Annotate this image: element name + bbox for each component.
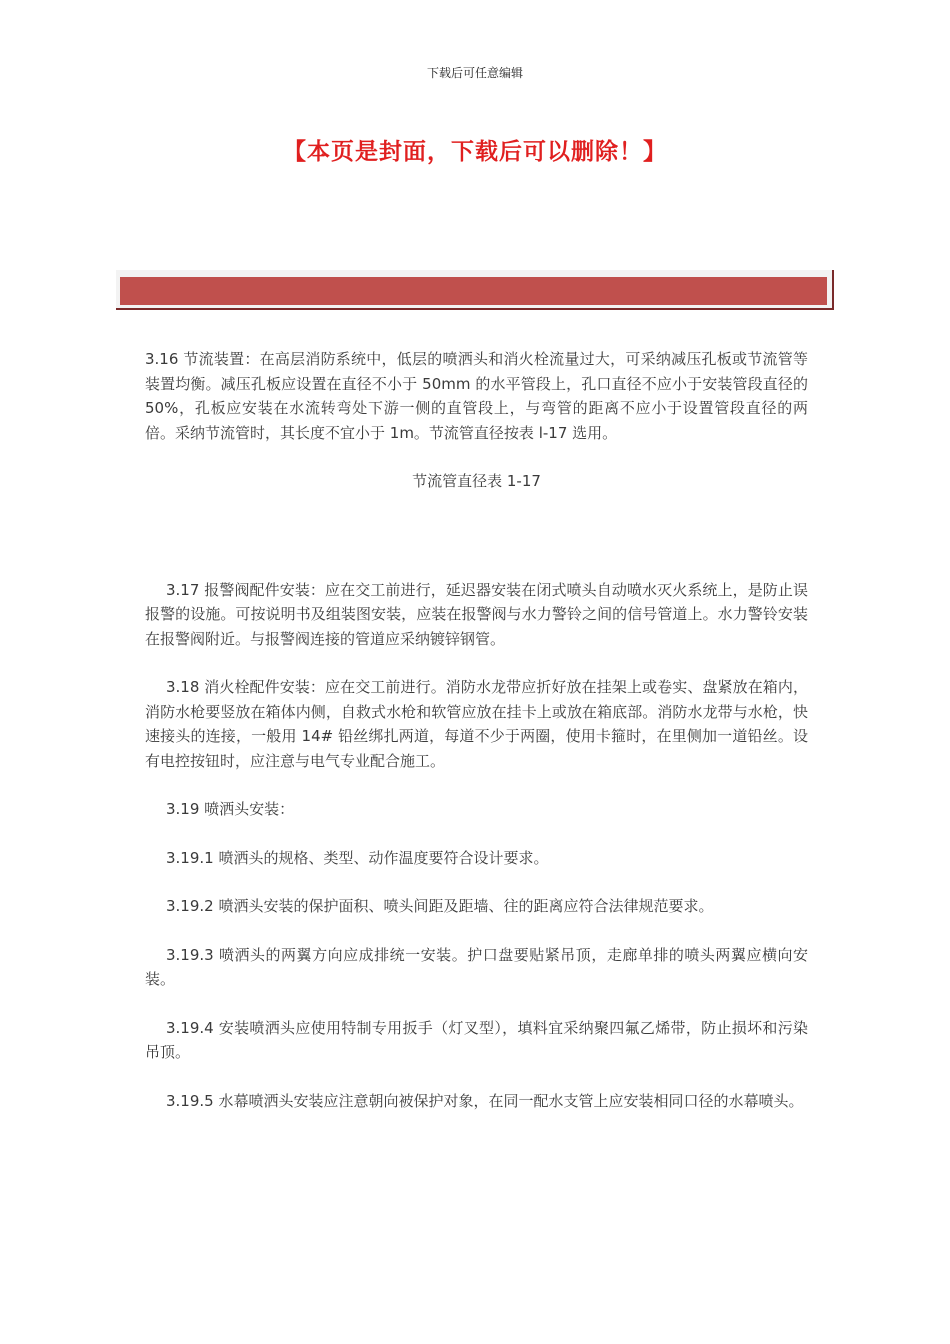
paragraph-3-19-3: 3.19.3 喷洒头的两翼方向应成排统一安装。护口盘要贴紧吊顶，走廊单排的喷头两翼应横向安装。	[145, 945, 808, 988]
paragraph-3-18: 3.18 消火栓配件安装：应在交工前进行。消防水龙带应折好放在挂架上或卷实、盘紧放在箱内，消防水枪要竖放在箱体内侧，自救式水枪和软管应放在挂卡上或放在箱底部。消防水龙带与水枪，快速接头的连接，一般用 14# 铅丝绑扎两道，每道不少于两圈，使用卡箍时，在里侧加一道铅丝。设有电控按钮时，应注意与电气专业配合施工。	[145, 678, 808, 770]
paragraph-3-17: 3.17 报警阀配件安装：应在交工前进行，延迟器安装在闭式喷头自动喷水灭火系统上，是防止误报警的设施。可按说明书及组装图安装，应装在报警阀与水力警铃之间的信号管道上。水力警铃安装在报警阀附近。与报警阀连接的管道应采纳镀锌钢管。	[145, 580, 808, 648]
decorative-banner	[116, 270, 834, 310]
header-note: 下载后可任意编辑	[426, 66, 523, 80]
paragraph-3-19-1: 3.19.1 喷洒头的规格、类型、动作温度要符合设计要求。	[166, 848, 549, 867]
banner-bar	[120, 277, 827, 305]
table-placeholder	[145, 494, 808, 578]
paragraph-3-19-4: 3.19.4 安装喷洒头应使用特制专用扳手（灯叉型），填料宜采纳聚四氟乙烯带，防止损坏和污染吊顶。	[145, 1018, 808, 1061]
paragraph-3-19-5: 3.19.5 水幕喷洒头安装应注意朝向被保护对象，在同一配水支管上应安装相同口径的水幕喷头。	[166, 1091, 804, 1110]
paragraph-3-19-2: 3.19.2 喷洒头安装的保护面积、喷头间距及距墙、往的距离应符合法律规范要求。	[166, 897, 714, 915]
paragraph-3-19: 3.19 喷洒头安装：	[166, 800, 295, 818]
table-caption: 节流管直径表 1-17	[412, 472, 541, 490]
paragraph-3-16: 3.16 节流装置：在高层消防系统中，低层的喷洒头和消火栓流量过大，可采纳减压孔板或节流管等装置均衡。减压孔板应设置在直径不小于 50mm 的水平管段上，孔口直径不应小于安装管段直径的 50%，孔板应安装在水流转弯处下游一侧的直管段上，与弯管的距离不应小于设置管段直径的两倍。采纳节流管时，其长度不宜小于 1m。节流管直径按表 l-17 选用。	[145, 350, 808, 442]
cover-notice: 【本页是封面，下载后可以删除！】	[283, 139, 667, 165]
document-body	[145, 347, 808, 1137]
